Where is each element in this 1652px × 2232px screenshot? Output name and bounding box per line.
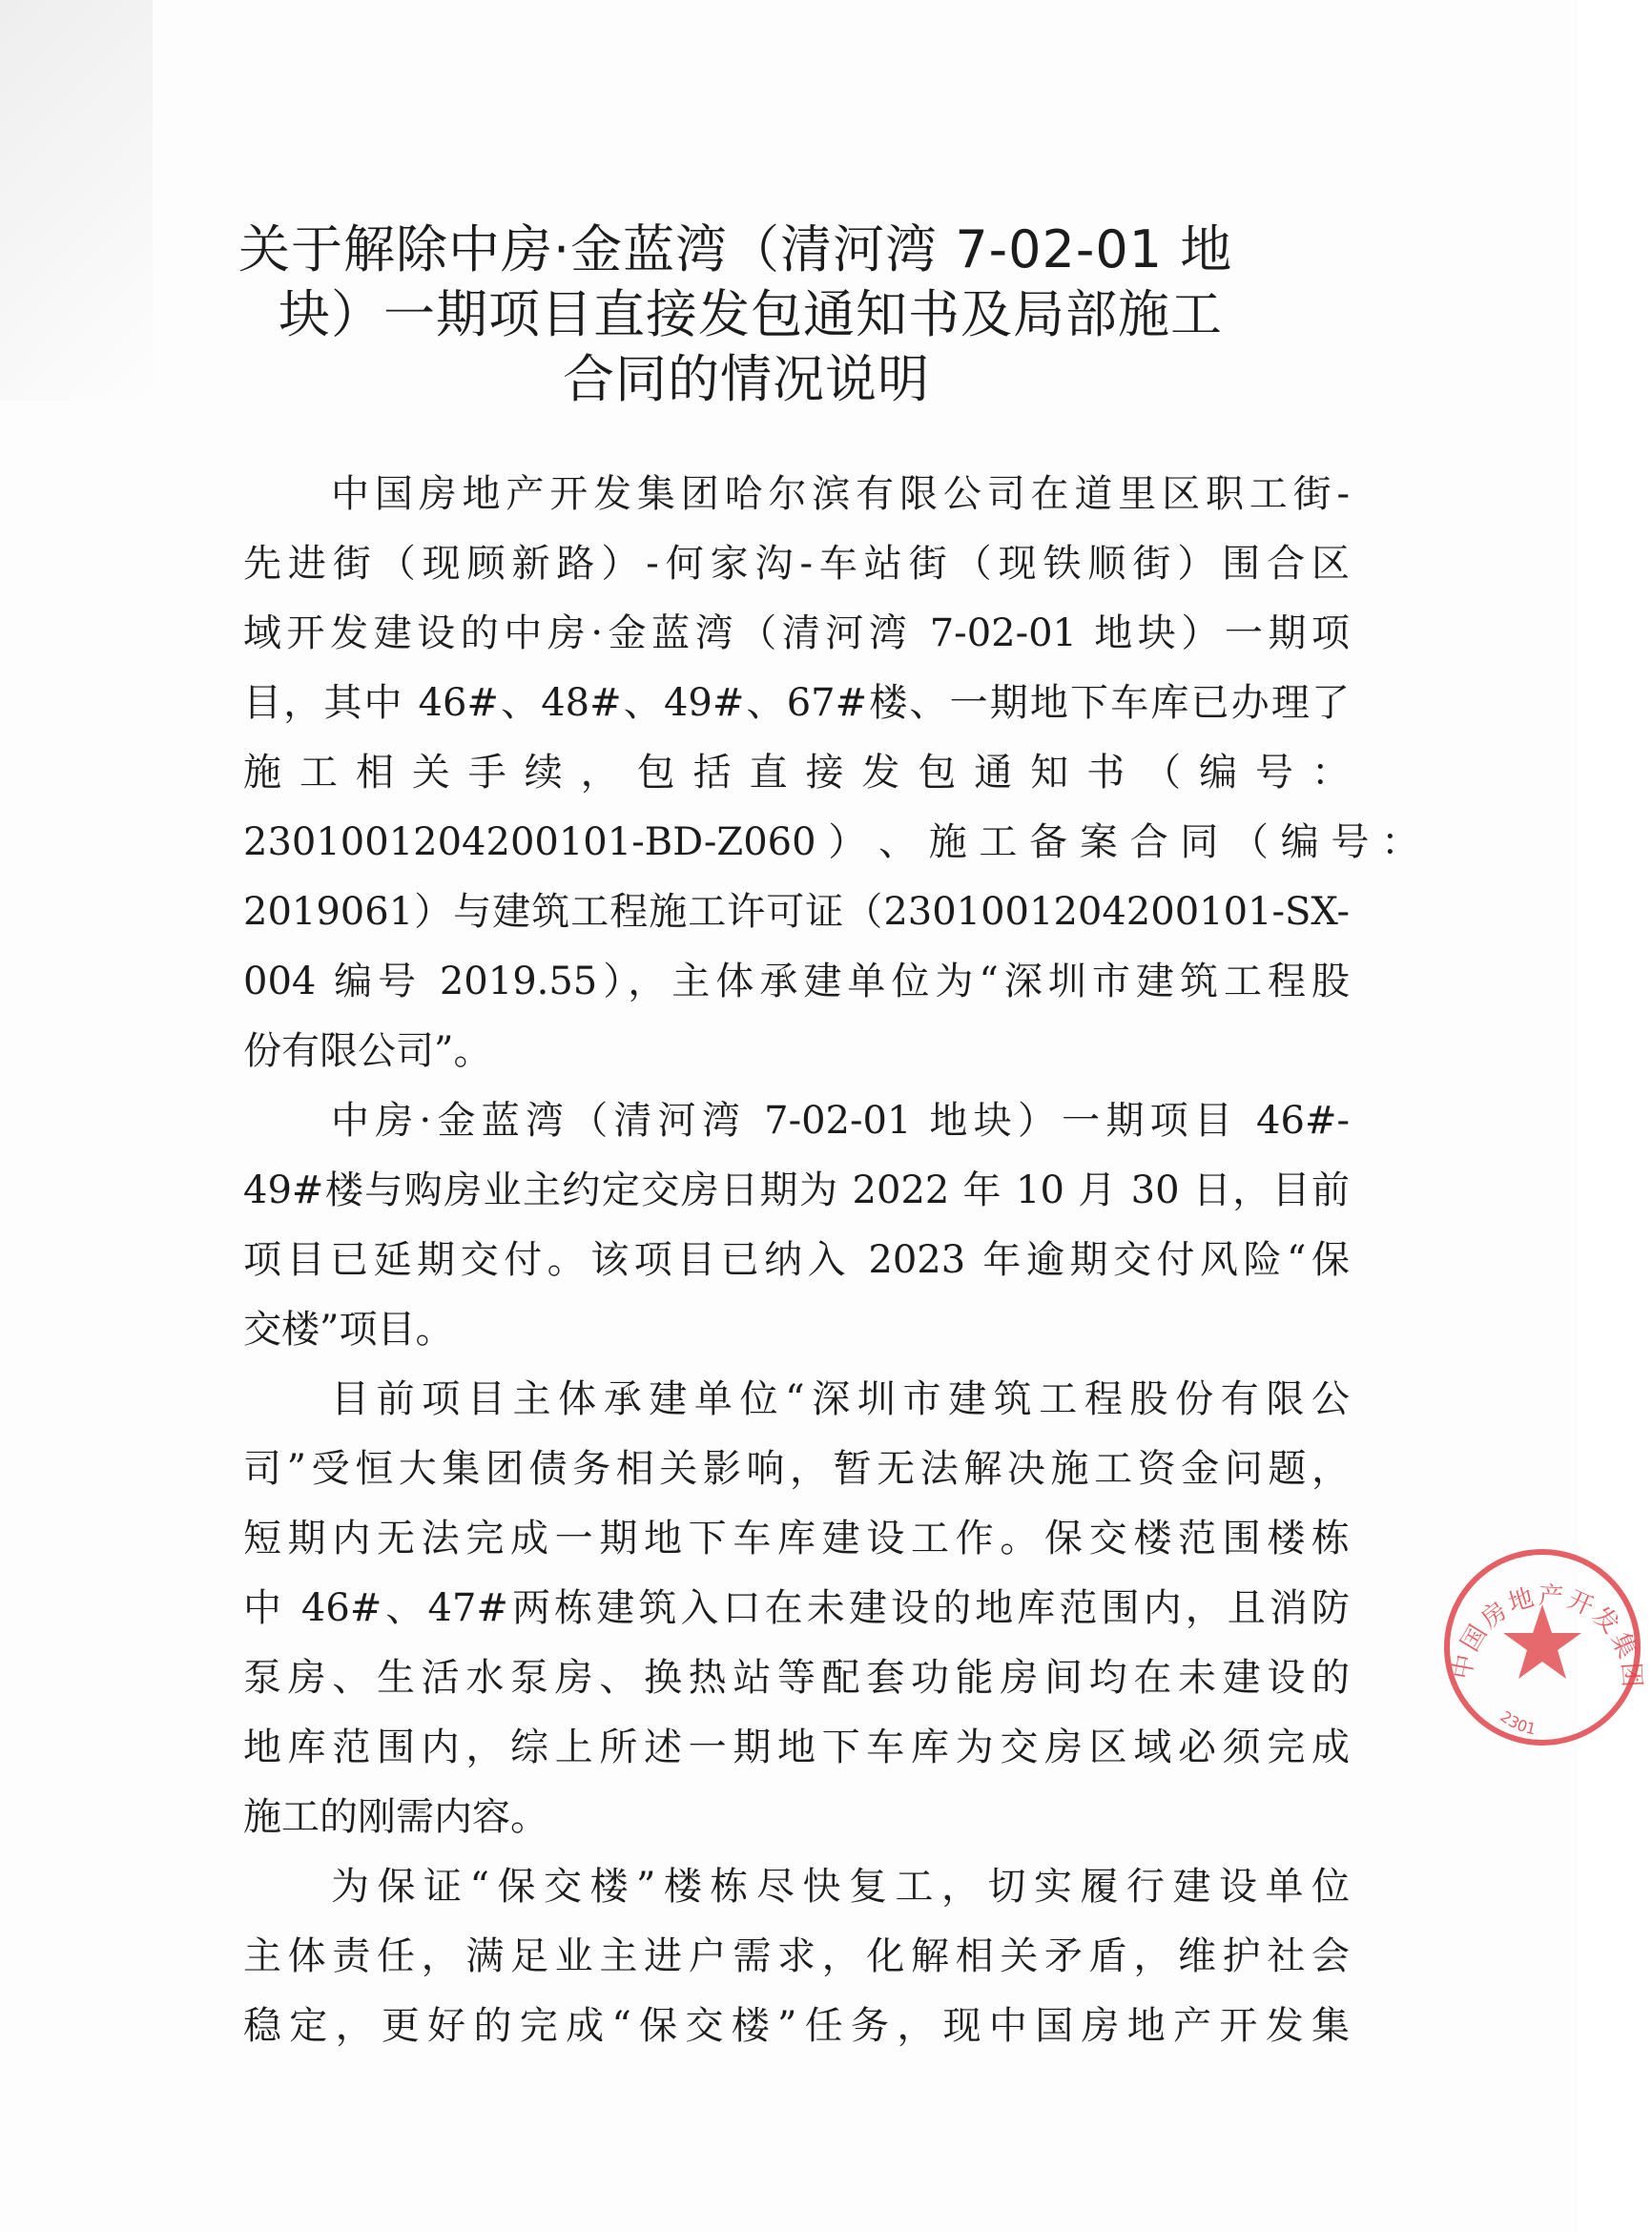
text-line: 份有限公司”。 bbox=[243, 1029, 492, 1073]
text-line: 中房·金蓝湾（清河湾 7-02-01 地块）一期项目 46#- bbox=[331, 1099, 1350, 1143]
text-line: 为保证“保交楼”楼栋尽快复工，切实履行建设单位 bbox=[331, 1865, 1350, 1909]
text-line: 施工的刚需内容。 bbox=[243, 1795, 548, 1839]
document-body bbox=[243, 460, 1420, 2061]
paragraph-2 bbox=[243, 1086, 1350, 1365]
seal-text: 中国房地产开发集团 bbox=[1448, 1581, 1646, 1691]
text-line: 目，其中 46#、48#、49#、67#楼、一期地下车库已办理了 bbox=[243, 681, 1350, 725]
text-line: 短期内无法完成一期地下车库建设工作。保交楼范围楼栋 bbox=[243, 1517, 1350, 1560]
text-line: 地库范围内，综上所述一期地下车库为交房区域必须完成 bbox=[243, 1726, 1350, 1769]
document-title bbox=[238, 217, 1364, 412]
company-seal bbox=[1433, 1538, 1652, 1757]
paragraph-1 bbox=[243, 460, 1420, 1086]
text-line: 稳定，更好的完成“保交楼”任务，现中国房地产开发集 bbox=[243, 2004, 1350, 2048]
text-line: 司”受恒大集团债务相关影响，暂无法解决施工资金问题， bbox=[243, 1447, 1350, 1491]
text-line: 域开发建设的中房·金蓝湾（清河湾 7-02-01 地块）一期项 bbox=[243, 611, 1350, 655]
text-line: 主体责任，满足业主进户需求，化解相关矛盾，维护社会 bbox=[243, 1934, 1350, 1978]
text-line: 49#楼与购房业主约定交房日期为 2022 年 10 月 30 日，目前 bbox=[243, 1168, 1350, 1212]
title-line-2: 块）一期项目直接发包通知书及局部施工 bbox=[279, 284, 1223, 344]
text-line: 2019061）与建筑工程施工许可证（2301001204200101-SX- bbox=[243, 890, 1350, 934]
text-line: 目前项目主体承建单位“深圳市建筑工程股份有限公 bbox=[331, 1377, 1350, 1421]
text-line: 先进街（现顾新路）-何家沟-车站街（现铁顺街）围合区 bbox=[243, 542, 1350, 586]
text-line: 中 46#、47#两栋建筑入口在未建设的地库范围内，且消防 bbox=[243, 1586, 1350, 1630]
text-line: 泵房、生活水泵房、换热站等配套功能房间均在未建设的 bbox=[243, 1656, 1350, 1700]
paragraph-4 bbox=[243, 1852, 1350, 2061]
text-line: 交楼”项目。 bbox=[243, 1308, 454, 1352]
scan-shadow bbox=[0, 0, 153, 401]
title-line-3: 合同的情况说明 bbox=[563, 349, 930, 409]
text-line: 项目已延期交付。该项目已纳入 2023 年逾期交付风险“保 bbox=[243, 1238, 1350, 1282]
text-line: 中国房地产开发集团哈尔滨有限公司在道里区职工街- bbox=[331, 472, 1350, 516]
text-line: 施 工 相 关 手 续 ， 包 括 直 接 发 包 通 知 书 （ 编 号 ： bbox=[243, 751, 1350, 795]
paragraph-3 bbox=[243, 1365, 1350, 1852]
text-line: 004 编号 2019.55），主体承建单位为“深圳市建筑工程股 bbox=[243, 960, 1350, 1003]
text-line: 2301001204200101-BD-Z060 ） 、 施 工 备 案 合 同 （ 编 号 ： bbox=[243, 820, 1420, 864]
title-line-1: 关于解除中房·金蓝湾（清河湾 7-02-01 地 bbox=[238, 219, 1233, 279]
seal-number: 2301 bbox=[1497, 1706, 1538, 1739]
